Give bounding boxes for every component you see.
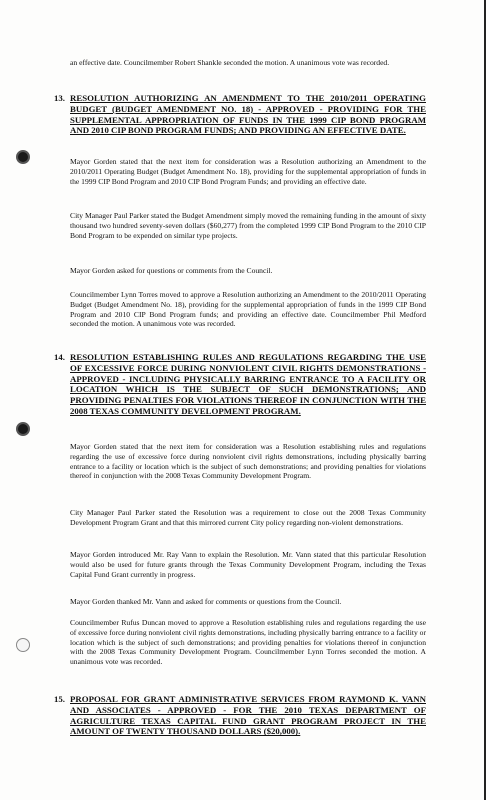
item-paragraph: Councilmember Rufus Duncan moved to approve a Resolution establishing rules and regulations regarding the use of excessive force during nonviolent civil rights demonstrations, including physically barring entrance to a facility or location which is the subject of such demonstrations; and providing penalties for violations thereof in conjunction with the 2008 Texas Community Development Program. Councilmember Lynn Torres seconded the motion. A unanimous vote was recorded. — [70, 618, 426, 667]
item-title: RESOLUTION ESTABLISHING RULES AND REGULATIONS REGARDING THE USE OF EXCESSIVE FORCE DURING NONVIOLENT CIVIL RIGHTS DEMONSTRATIONS - APPROVED - INCLUDING PHYSICALLY BARRING ENTRANCE TO A FACILITY OR LOCATION WHICH IS THE SUBJECT OF SUCH DEMONSTRATIONS; AND PROVIDING PENALTIES FOR VIOLATIONS THEREOF IN CONJUNCTION WITH THE 2008 TEXAS COMMUNITY DEVELOPMENT PROGRAM. — [70, 352, 426, 416]
binder-hole-icon — [16, 638, 30, 652]
item-number: 13. — [54, 93, 65, 103]
continuation-paragraph: an effective date. Councilmember Robert Shankle seconded the motion. A unanimous vote was recorded. — [70, 58, 390, 67]
item-number: 14. — [54, 352, 65, 362]
item-paragraph: Mayor Gorden introduced Mr. Ray Vann to explain the Resolution. Mr. Vann stated that this particular Resolution would also be used for future grants through the Texas Community Development Program, including the Texas Capital Fund Grant currently in progress. — [70, 550, 426, 579]
binder-hole-icon — [16, 150, 30, 164]
item-paragraph: Mayor Gorden thanked Mr. Vann and asked for comments or questions from the Council. — [70, 597, 342, 606]
item-paragraph: Mayor Gorden stated that the next item for consideration was a Resolution authorizing an Amendment to the 2010/2011 Operating Budget (Budget Amendment No. 18), providing for the supplemental appropriation of funds in the 1999 CIP Bond Program and 2010 CIP Bond Program Funds; and providing an effective date. — [70, 157, 426, 186]
item-paragraph: Councilmember Lynn Torres moved to approve a Resolution authorizing an Amendment to the 2010/2011 Operating Budget (Budget Amendment No. 18), providing for the supplemental appropriation of funds in the 1999 CIP Bond Program and 2010 CIP Bond Program funds; and providing an effective date. Councilmember Phil Medford seconded the motion. A unanimous vote was recorded. — [70, 290, 426, 329]
item-paragraph: City Manager Paul Parker stated the Resolution was a requirement to close out the 2008 Texas Community Development Program Grant and that this mirrored current City policy regarding non-violent demonstrations. — [70, 508, 426, 527]
item-number: 15. — [54, 694, 65, 704]
binder-hole-icon — [16, 422, 30, 436]
item-title: PROPOSAL FOR GRANT ADMINISTRATIVE SERVICES FROM RAYMOND K. VANN AND ASSOCIATES - APPROVED - FOR THE 2010 TEXAS DEPARTMENT OF AGRICULTURE TEXAS CAPITAL FUND GRANT PROGRAM PROJECT IN THE AMOUNT OF TWENTY THOUSAND DOLLARS ($20,000). — [70, 694, 426, 737]
item-paragraph: Mayor Gorden asked for questions or comments from the Council. — [70, 266, 273, 275]
item-title: RESOLUTION AUTHORIZING AN AMENDMENT TO THE 2010/2011 OPERATING BUDGET (BUDGET AMENDMENT NO. 18) - APPROVED - PROVIDING FOR THE SUPPLEMENTAL APPROPRIATION OF FUNDS IN THE 1999 CIP BOND PROGRAM AND 2010 CIP BOND PROGRAM FUNDS; AND PROVIDING AN EFFECTIVE DATE. — [70, 93, 426, 136]
item-paragraph: Mayor Gorden stated that the next item for consideration was a Resolution establishing rules and regulations regarding the use of excessive force during nonviolent civil rights demonstrations, including physically barring entrance to a facility or location which is the subject of such demonstrations; and providing penalties for violations thereof in conjunction with the 2008 Texas Community Development Program. — [70, 442, 426, 481]
item-paragraph: City Manager Paul Parker stated the Budget Amendment simply moved the remaining funding in the amount of sixty thousand two hundred seventy-seven dollars ($60,277) from the completed 1999 CIP Bond Program to the 2010 CIP Bond Program to be expended on similar type projects. — [70, 211, 426, 240]
